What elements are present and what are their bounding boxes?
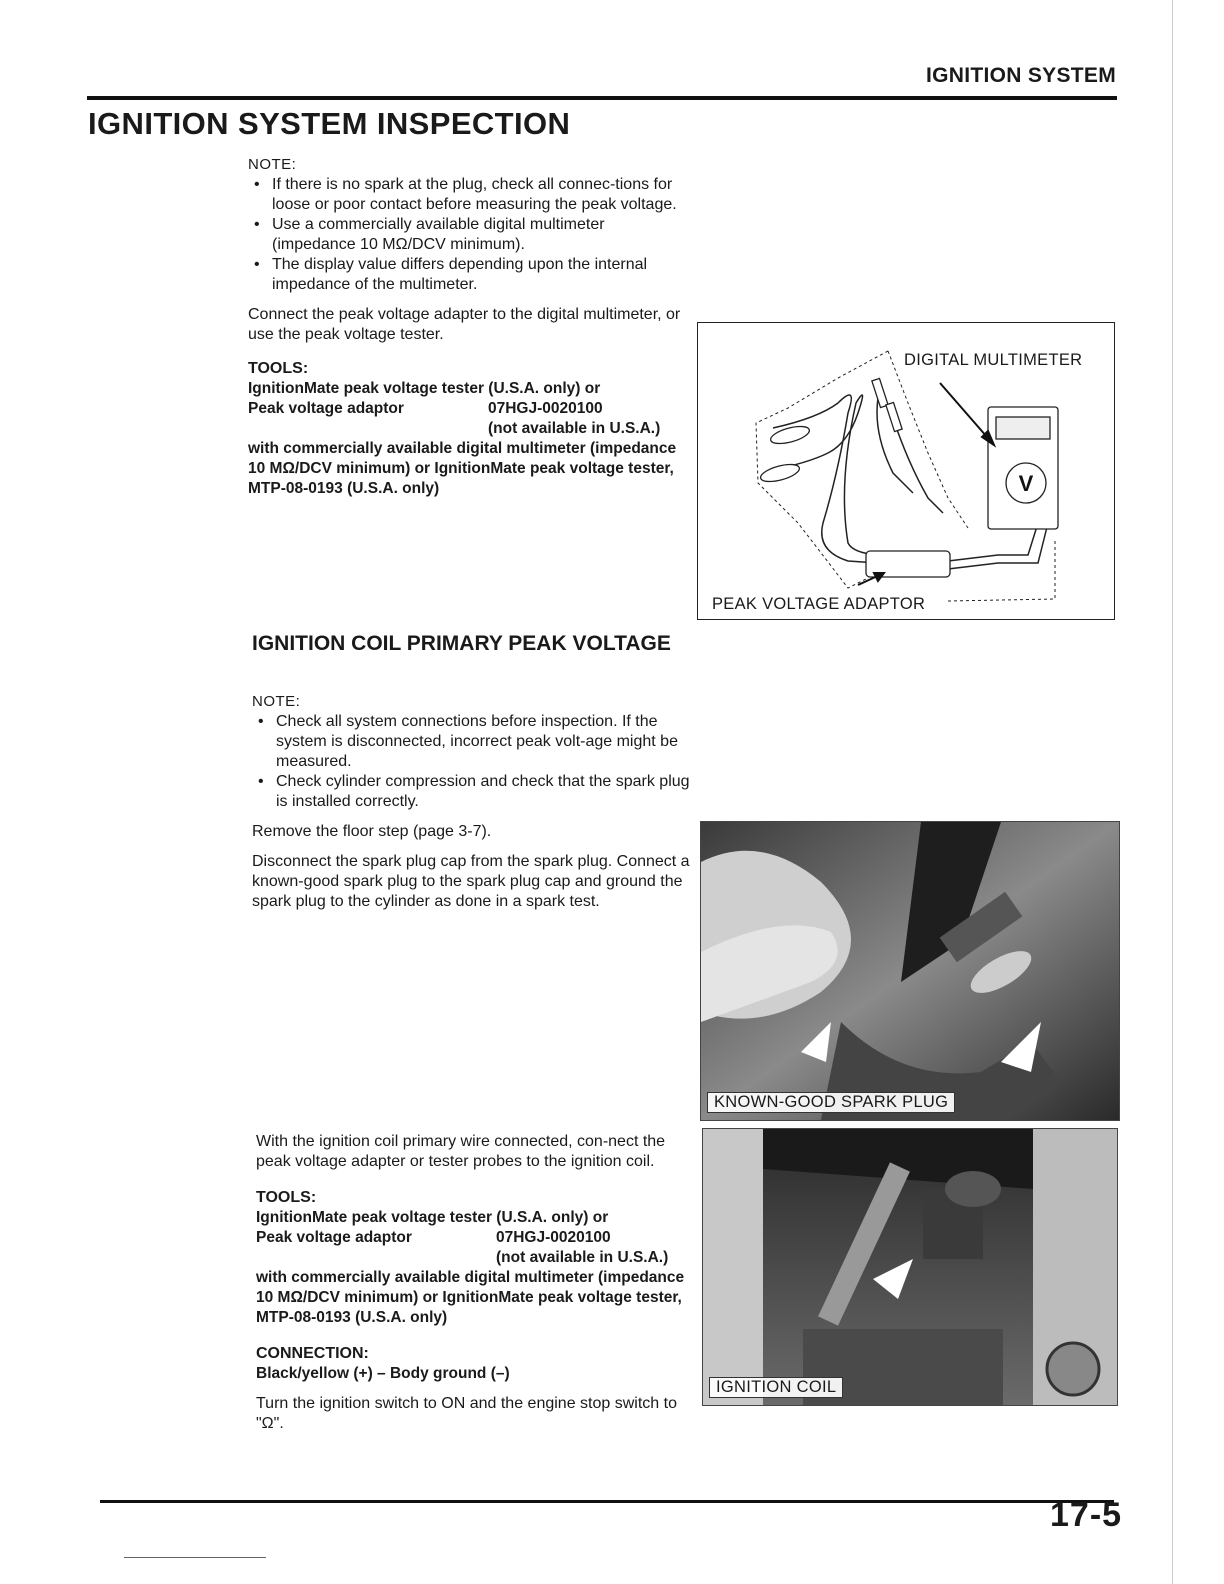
header-rule — [87, 96, 1117, 100]
coil-notes — [252, 712, 690, 812]
tools-line3: with commercially available digital multimeter (impedance 10 MΩ/DCV minimum) or IgnitionMate peak voltage tester, MTP-08-0193 (U.S.A. only) — [248, 440, 677, 497]
probe-block — [256, 1132, 692, 1434]
footer-rule — [100, 1500, 1114, 1503]
label-peak-voltage-adaptor: PEAK VOLTAGE ADAPTOR — [712, 595, 926, 613]
note-label: NOTE: — [252, 693, 301, 710]
meter-symbol: V — [1018, 471, 1034, 496]
photo-1-image — [701, 822, 1119, 1120]
disconnect-text: Disconnect the spark plug cap from the spark plug. Connect a known-good spark plug to the spark plug cap and ground the spark plug to the cylinder as done in a spark test. — [252, 853, 690, 910]
adaptor-name: Peak voltage adaptor — [256, 1229, 412, 1246]
note-item: • If there is no spark at the plug, check all connec-tions for loose or poor contact before measuring the peak voltage. — [248, 175, 684, 215]
with-coil-text: With the ignition coil primary wire connected, con-nect the peak voltage adapter or tester probes to the ignition coil. — [256, 1133, 666, 1170]
intro-block — [248, 155, 684, 499]
page-margin-line — [1172, 0, 1173, 1584]
adaptor-name: Peak voltage adaptor — [248, 400, 404, 417]
note-item: • Check cylinder compression and check that the spark plug is installed correctly. — [252, 772, 690, 812]
section-heading-coil-primary: IGNITION COIL PRIMARY PEAK VOLTAGE — [252, 632, 671, 655]
page-number: 17-5 — [1050, 1496, 1123, 1534]
photo2-label: IGNITION COIL — [709, 1377, 843, 1398]
photo1-label: KNOWN-GOOD SPARK PLUG — [707, 1092, 955, 1113]
adaptor-note: (not available in U.S.A.) — [496, 1249, 669, 1266]
note-label: NOTE: — [248, 156, 297, 173]
footer-link-underline — [124, 1557, 266, 1558]
tools-label: TOOLS: — [256, 1189, 317, 1206]
note-item: • Check all system connections before inspection. If the system is disconnected, incorrect peak volt-age might be measured. — [252, 712, 690, 772]
label-digital-multimeter: DIGITAL MULTIMETER — [904, 351, 1083, 369]
tools-adaptor-row — [248, 399, 684, 419]
note-item: • The display value differs depending upon the internal impedance of the multimeter. — [248, 255, 684, 295]
tools-line1: IgnitionMate peak voltage tester (U.S.A. only) or — [256, 1209, 609, 1226]
adaptor-note: (not available in U.S.A.) — [488, 420, 661, 437]
connection-label: CONNECTION: — [256, 1345, 369, 1362]
photo-known-good-spark-plug — [700, 821, 1120, 1121]
connect-text: Connect the peak voltage adapter to the digital multimeter, or use the peak voltage tester. — [248, 306, 681, 343]
adaptor-part-number: 07HGJ-0020100 — [496, 1229, 611, 1246]
adaptor-part-number: 07HGJ-0020100 — [488, 400, 603, 417]
intro-notes — [248, 175, 684, 295]
remove-step-text: Remove the floor step (page 3-7). — [252, 823, 492, 840]
connection-value: Black/yellow (+) – Body ground (–) — [256, 1365, 510, 1382]
photo-ignition-coil — [702, 1128, 1118, 1406]
tools-line1: IgnitionMate peak voltage tester (U.S.A. only) or — [248, 380, 601, 397]
photo-2-image — [703, 1129, 1117, 1405]
tools-label: TOOLS: — [248, 360, 309, 377]
page-title: IGNITION SYSTEM INSPECTION — [88, 106, 571, 141]
coil-block — [252, 692, 690, 912]
tools-line3: with commercially available digital multimeter (impedance 10 MΩ/DCV minimum) or IgnitionMate peak voltage tester, MTP-08-0193 (U.S.A. only) — [256, 1269, 685, 1326]
multimeter-figure — [697, 322, 1115, 620]
section-header: IGNITION SYSTEM — [925, 64, 1116, 87]
turn-switch-text: Turn the ignition switch to ON and the engine stop switch to "Ω". — [256, 1395, 677, 1432]
tools-adaptor-row — [256, 1228, 692, 1248]
note-item: • Use a commercially available digital multimeter (impedance 10 MΩ/DCV minimum). — [248, 215, 684, 255]
